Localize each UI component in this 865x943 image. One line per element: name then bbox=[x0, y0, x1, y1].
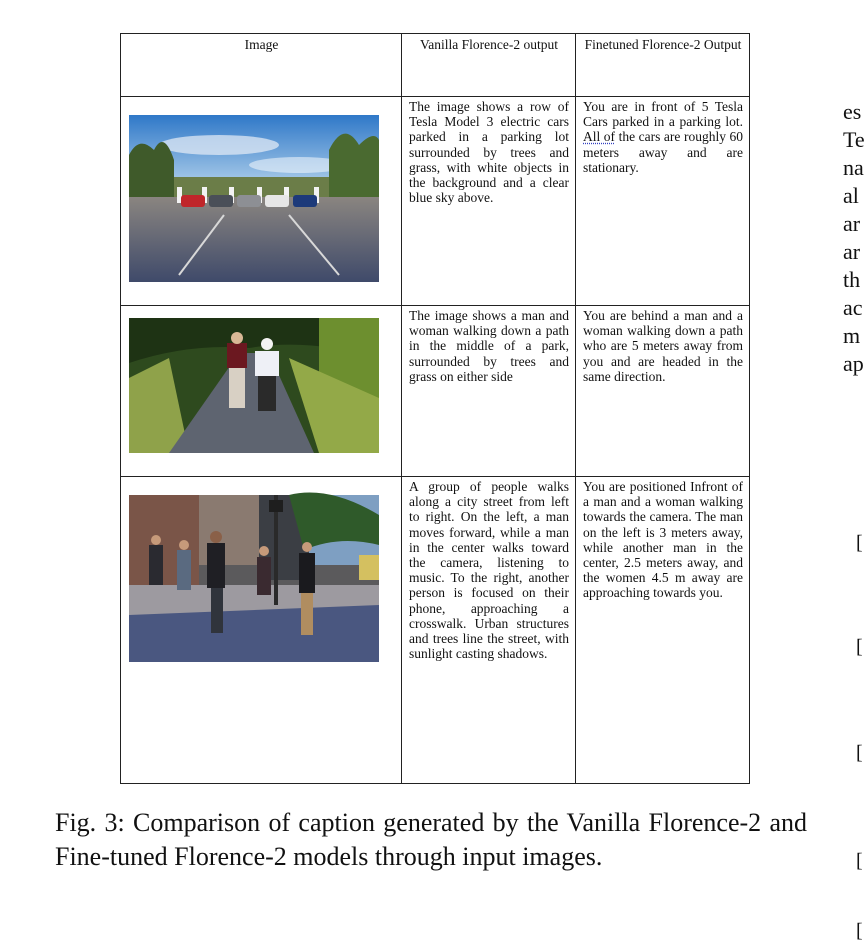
image-cell bbox=[121, 306, 402, 477]
vanilla-output: The image shows a man and woman walking down a path in the middle of a park, surrounded by trees and grass on either side bbox=[402, 306, 576, 477]
reference-bracket: [ bbox=[856, 636, 863, 658]
text-fragment: na bbox=[843, 155, 864, 180]
figure-caption: Fig. 3: Comparison of caption generated by the Vanilla Florence-2 and Fine-tuned Florence-2 models through input images. bbox=[55, 808, 807, 871]
reference-bracket: [ bbox=[856, 920, 863, 942]
text-fragment: ar bbox=[843, 211, 861, 236]
table-row bbox=[121, 97, 750, 306]
tesla-parking-photo bbox=[129, 115, 379, 282]
header-image: Image bbox=[121, 34, 402, 97]
image-cell bbox=[121, 97, 402, 306]
table-header-row bbox=[121, 34, 750, 97]
vanilla-output: A group of people walks along a city street from left to right. On the left, a man moves forward, while a man in the center walks toward the camera, listening to music. To the right, another person is focused on their phone, approaching a crosswalk. Urban structures and trees line the street, with sunlight casting shadows. bbox=[402, 477, 576, 784]
finetuned-output: You are positioned Infront of a man and a woman walking towards the camera. The man on the left is 3 meters away, while another man in the center, 2.5 meters away, and the women 4.5 m away are approaching towards you. bbox=[576, 477, 750, 784]
table-row bbox=[121, 306, 750, 477]
text-fragment: m bbox=[843, 323, 861, 348]
image-cell bbox=[121, 477, 402, 784]
reference-bracket: [ bbox=[856, 850, 863, 872]
reference-bracket: [ bbox=[856, 532, 863, 554]
header-finetuned: Finetuned Florence-2 Output bbox=[576, 34, 750, 97]
reference-bracket: [ bbox=[856, 742, 863, 764]
text-fragment: ap bbox=[843, 351, 864, 376]
text-fragment: al bbox=[843, 183, 859, 208]
text-fragment: ac bbox=[843, 295, 863, 320]
header-vanilla: Vanilla Florence-2 output bbox=[402, 34, 576, 97]
table-row bbox=[121, 477, 750, 784]
text-fragment: th bbox=[843, 267, 861, 292]
text-fragment: es bbox=[843, 99, 862, 124]
right-column-fragments bbox=[843, 98, 865, 378]
text-fragment: ar bbox=[843, 239, 861, 264]
finetuned-output: You are behind a man and a woman walking down a path who are 5 meters away from you and are headed in the same direction. bbox=[576, 306, 750, 477]
comparison-table bbox=[120, 33, 750, 784]
text-fragment: Te bbox=[843, 127, 865, 152]
city-street-photo bbox=[129, 495, 379, 662]
park-walkers-photo bbox=[129, 318, 379, 453]
finetuned-output: You are in front of 5 Tesla Cars parked in a parking lot. All of the cars are roughly 60 meters away and are stationary. bbox=[576, 97, 750, 306]
vanilla-output: The image shows a row of Tesla Model 3 electric cars parked in a parking lot surrounded by trees and grass, with white objects in the background and a clear blue sky above. bbox=[402, 97, 576, 306]
